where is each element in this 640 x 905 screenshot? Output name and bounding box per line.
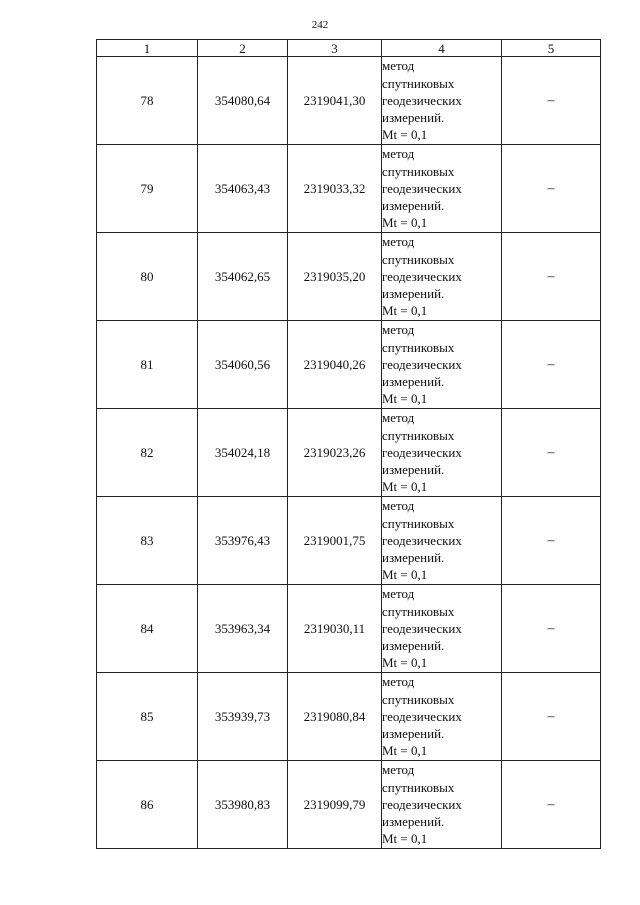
method-line: Mt = 0,1 [382, 655, 428, 671]
note-value: – [502, 57, 601, 145]
coordinate-x: 354060,56 [198, 321, 288, 409]
page-number: 242 [311, 19, 329, 31]
method-line: метод [382, 762, 415, 778]
method-line: измерений. [382, 726, 445, 742]
coordinate-y: 2319023,26 [288, 409, 382, 497]
table-row [97, 321, 601, 409]
note-value: – [502, 409, 601, 497]
method-line: измерений. [382, 814, 445, 830]
method-line: спутниковых [382, 691, 455, 707]
method-description [382, 321, 502, 409]
point-number: 84 [97, 585, 198, 673]
note-value: – [502, 145, 601, 233]
header-col-1: 1 [97, 40, 198, 57]
coordinate-x: 354063,43 [198, 145, 288, 233]
coordinate-y: 2319099,79 [288, 761, 382, 849]
method-line: метод [382, 234, 415, 250]
method-line: геодезических [382, 708, 462, 724]
coordinate-y: 2319080,84 [288, 673, 382, 761]
method-line: Mt = 0,1 [382, 127, 428, 143]
method-line: геодезических [382, 444, 462, 460]
coordinate-x: 353963,34 [198, 585, 288, 673]
method-line: Mt = 0,1 [382, 567, 428, 583]
method-line: измерений. [382, 110, 445, 126]
method-line: спутниковых [382, 339, 455, 355]
method-line: Mt = 0,1 [382, 303, 428, 319]
method-line: спутниковых [382, 603, 455, 619]
coordinate-y: 2319030,11 [288, 585, 382, 673]
point-number: 82 [97, 409, 198, 497]
table-row [97, 497, 601, 585]
table-row [97, 145, 601, 233]
method-line: геодезических [382, 796, 462, 812]
point-number: 86 [97, 761, 198, 849]
header-row [97, 40, 601, 57]
method-line: метод [382, 58, 415, 74]
method-description [382, 585, 502, 673]
method-line: Mt = 0,1 [382, 391, 428, 407]
coordinate-x: 353939,73 [198, 673, 288, 761]
coordinate-x: 353980,83 [198, 761, 288, 849]
point-number: 83 [97, 497, 198, 585]
table-row [97, 761, 601, 849]
method-line: геодезических [382, 356, 462, 372]
method-line: геодезических [382, 180, 462, 196]
method-line: геодезических [382, 620, 462, 636]
table-header [97, 40, 601, 57]
method-line: метод [382, 674, 415, 690]
method-line: геодезических [382, 92, 462, 108]
method-description [382, 497, 502, 585]
coordinate-x: 354024,18 [198, 409, 288, 497]
table-row [97, 673, 601, 761]
note-value: – [502, 233, 601, 321]
table-row [97, 233, 601, 321]
method-line: метод [382, 146, 415, 162]
header-col-2: 2 [198, 40, 288, 57]
point-number: 85 [97, 673, 198, 761]
method-line: спутниковых [382, 779, 455, 795]
method-line: спутниковых [382, 163, 455, 179]
coordinate-x: 353976,43 [198, 497, 288, 585]
coordinate-y: 2319040,26 [288, 321, 382, 409]
table-row [97, 57, 601, 145]
note-value: – [502, 321, 601, 409]
header-col-5: 5 [502, 40, 601, 57]
method-line: метод [382, 586, 415, 602]
method-line: метод [382, 322, 415, 338]
note-value: – [502, 673, 601, 761]
table-row [97, 585, 601, 673]
method-line: измерений. [382, 198, 445, 214]
method-line: геодезических [382, 268, 462, 284]
coordinate-x: 354062,65 [198, 233, 288, 321]
header-col-3: 3 [288, 40, 382, 57]
method-line: измерений. [382, 374, 445, 390]
method-description [382, 409, 502, 497]
method-line: метод [382, 498, 415, 514]
method-line: спутниковых [382, 251, 455, 267]
method-line: спутниковых [382, 75, 455, 91]
coordinate-y: 2319033,32 [288, 145, 382, 233]
method-line: спутниковых [382, 427, 455, 443]
method-line: измерений. [382, 462, 445, 478]
coordinate-y: 2319001,75 [288, 497, 382, 585]
note-value: – [502, 585, 601, 673]
table-body [97, 57, 601, 849]
method-description [382, 673, 502, 761]
note-value: – [502, 497, 601, 585]
method-line: геодезических [382, 532, 462, 548]
method-line: метод [382, 410, 415, 426]
method-line: измерений. [382, 286, 445, 302]
point-number: 80 [97, 233, 198, 321]
point-number: 78 [97, 57, 198, 145]
method-description [382, 233, 502, 321]
method-line: измерений. [382, 638, 445, 654]
header-col-4: 4 [382, 40, 502, 57]
method-description [382, 145, 502, 233]
method-description [382, 57, 502, 145]
method-line: Mt = 0,1 [382, 743, 428, 759]
table-row [97, 409, 601, 497]
method-line: измерений. [382, 550, 445, 566]
point-number: 81 [97, 321, 198, 409]
method-line: спутниковых [382, 515, 455, 531]
point-number: 79 [97, 145, 198, 233]
coordinate-y: 2319035,20 [288, 233, 382, 321]
method-line: Mt = 0,1 [382, 479, 428, 495]
note-value: – [502, 761, 601, 849]
coordinate-y: 2319041,30 [288, 57, 382, 145]
method-line: Mt = 0,1 [382, 831, 428, 847]
method-description [382, 761, 502, 849]
coordinates-table [96, 39, 601, 849]
coordinate-x: 354080,64 [198, 57, 288, 145]
method-line: Mt = 0,1 [382, 215, 428, 231]
